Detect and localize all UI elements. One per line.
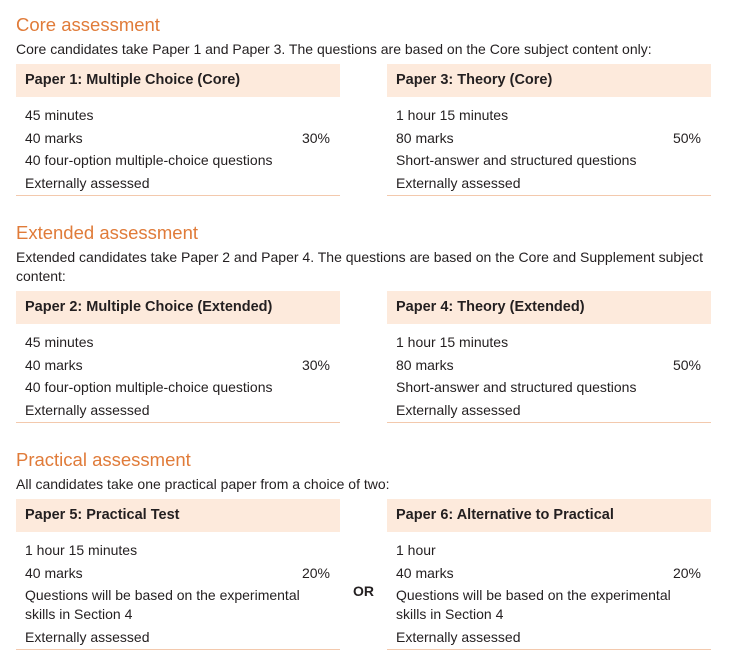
paper-assessment: Externally assessed (396, 175, 521, 192)
paper-duration: 1 hour 15 minutes (25, 542, 138, 558)
paper-marks: 80 marks (396, 356, 454, 373)
or-separator: OR (353, 583, 374, 599)
paper-5-card (16, 499, 340, 650)
paper-marks: 40 marks (25, 129, 83, 146)
paper-1-card (16, 64, 340, 196)
paper-heading: Paper 4: Theory (Extended) (387, 291, 711, 324)
section-intro: Extended candidates take Paper 2 and Paper 4. The questions are based on the Core and Supplement subject content: (16, 249, 703, 284)
paper-format: 40 four-option multiple-choice questions (25, 152, 273, 169)
paper-weighting: 20% (301, 564, 330, 581)
section-intro: All candidates take one practical paper from a choice of two: (16, 476, 390, 492)
paper-weighting: 50% (672, 129, 701, 146)
paper-marks: 40 marks (396, 564, 454, 581)
paper-format: Short-answer and structured questions (396, 379, 637, 396)
paper-format: 40 four-option multiple-choice questions (25, 379, 273, 396)
paper-assessment: Externally assessed (25, 629, 150, 646)
paper-6-card (387, 499, 711, 650)
paper-weighting: 30% (301, 129, 330, 146)
paper-weighting: 30% (301, 356, 330, 373)
core-assessment-section (16, 14, 716, 204)
paper-format: Questions will be based on the experimental skills in Section 4 (25, 587, 300, 623)
paper-4-card (387, 291, 711, 423)
paper-weighting: 50% (672, 356, 701, 373)
section-intro: Core candidates take Paper 1 and Paper 3. The questions are based on the Core subject content only: (16, 41, 652, 57)
paper-assessment: Externally assessed (25, 402, 150, 419)
section-title: Core assessment (16, 14, 160, 35)
paper-format: Short-answer and structured questions (396, 152, 637, 169)
section-title: Extended assessment (16, 222, 199, 243)
paper-duration: 1 hour (396, 542, 436, 558)
paper-assessment: Externally assessed (396, 402, 521, 419)
paper-heading: Paper 1: Multiple Choice (Core) (16, 64, 340, 97)
paper-2-card (16, 291, 340, 423)
paper-heading: Paper 3: Theory (Core) (387, 64, 711, 97)
extended-assessment-section (16, 222, 716, 431)
paper-marks: 40 marks (25, 564, 83, 581)
paper-duration: 1 hour 15 minutes (396, 107, 509, 123)
paper-format: Questions will be based on the experimental skills in Section 4 (396, 587, 671, 623)
paper-heading: Paper 6: Alternative to Practical (387, 499, 711, 532)
paper-marks: 80 marks (396, 129, 454, 146)
practical-assessment-section (16, 449, 716, 659)
paper-heading: Paper 2: Multiple Choice (Extended) (16, 291, 340, 324)
paper-heading: Paper 5: Practical Test (16, 499, 340, 532)
paper-assessment: Externally assessed (25, 175, 150, 192)
paper-duration: 45 minutes (25, 334, 94, 350)
paper-assessment: Externally assessed (396, 629, 521, 646)
paper-marks: 40 marks (25, 356, 83, 373)
paper-duration: 1 hour 15 minutes (396, 334, 509, 350)
paper-duration: 45 minutes (25, 107, 94, 123)
paper-3-card (387, 64, 711, 196)
paper-weighting: 20% (672, 564, 701, 581)
section-title: Practical assessment (16, 449, 191, 470)
